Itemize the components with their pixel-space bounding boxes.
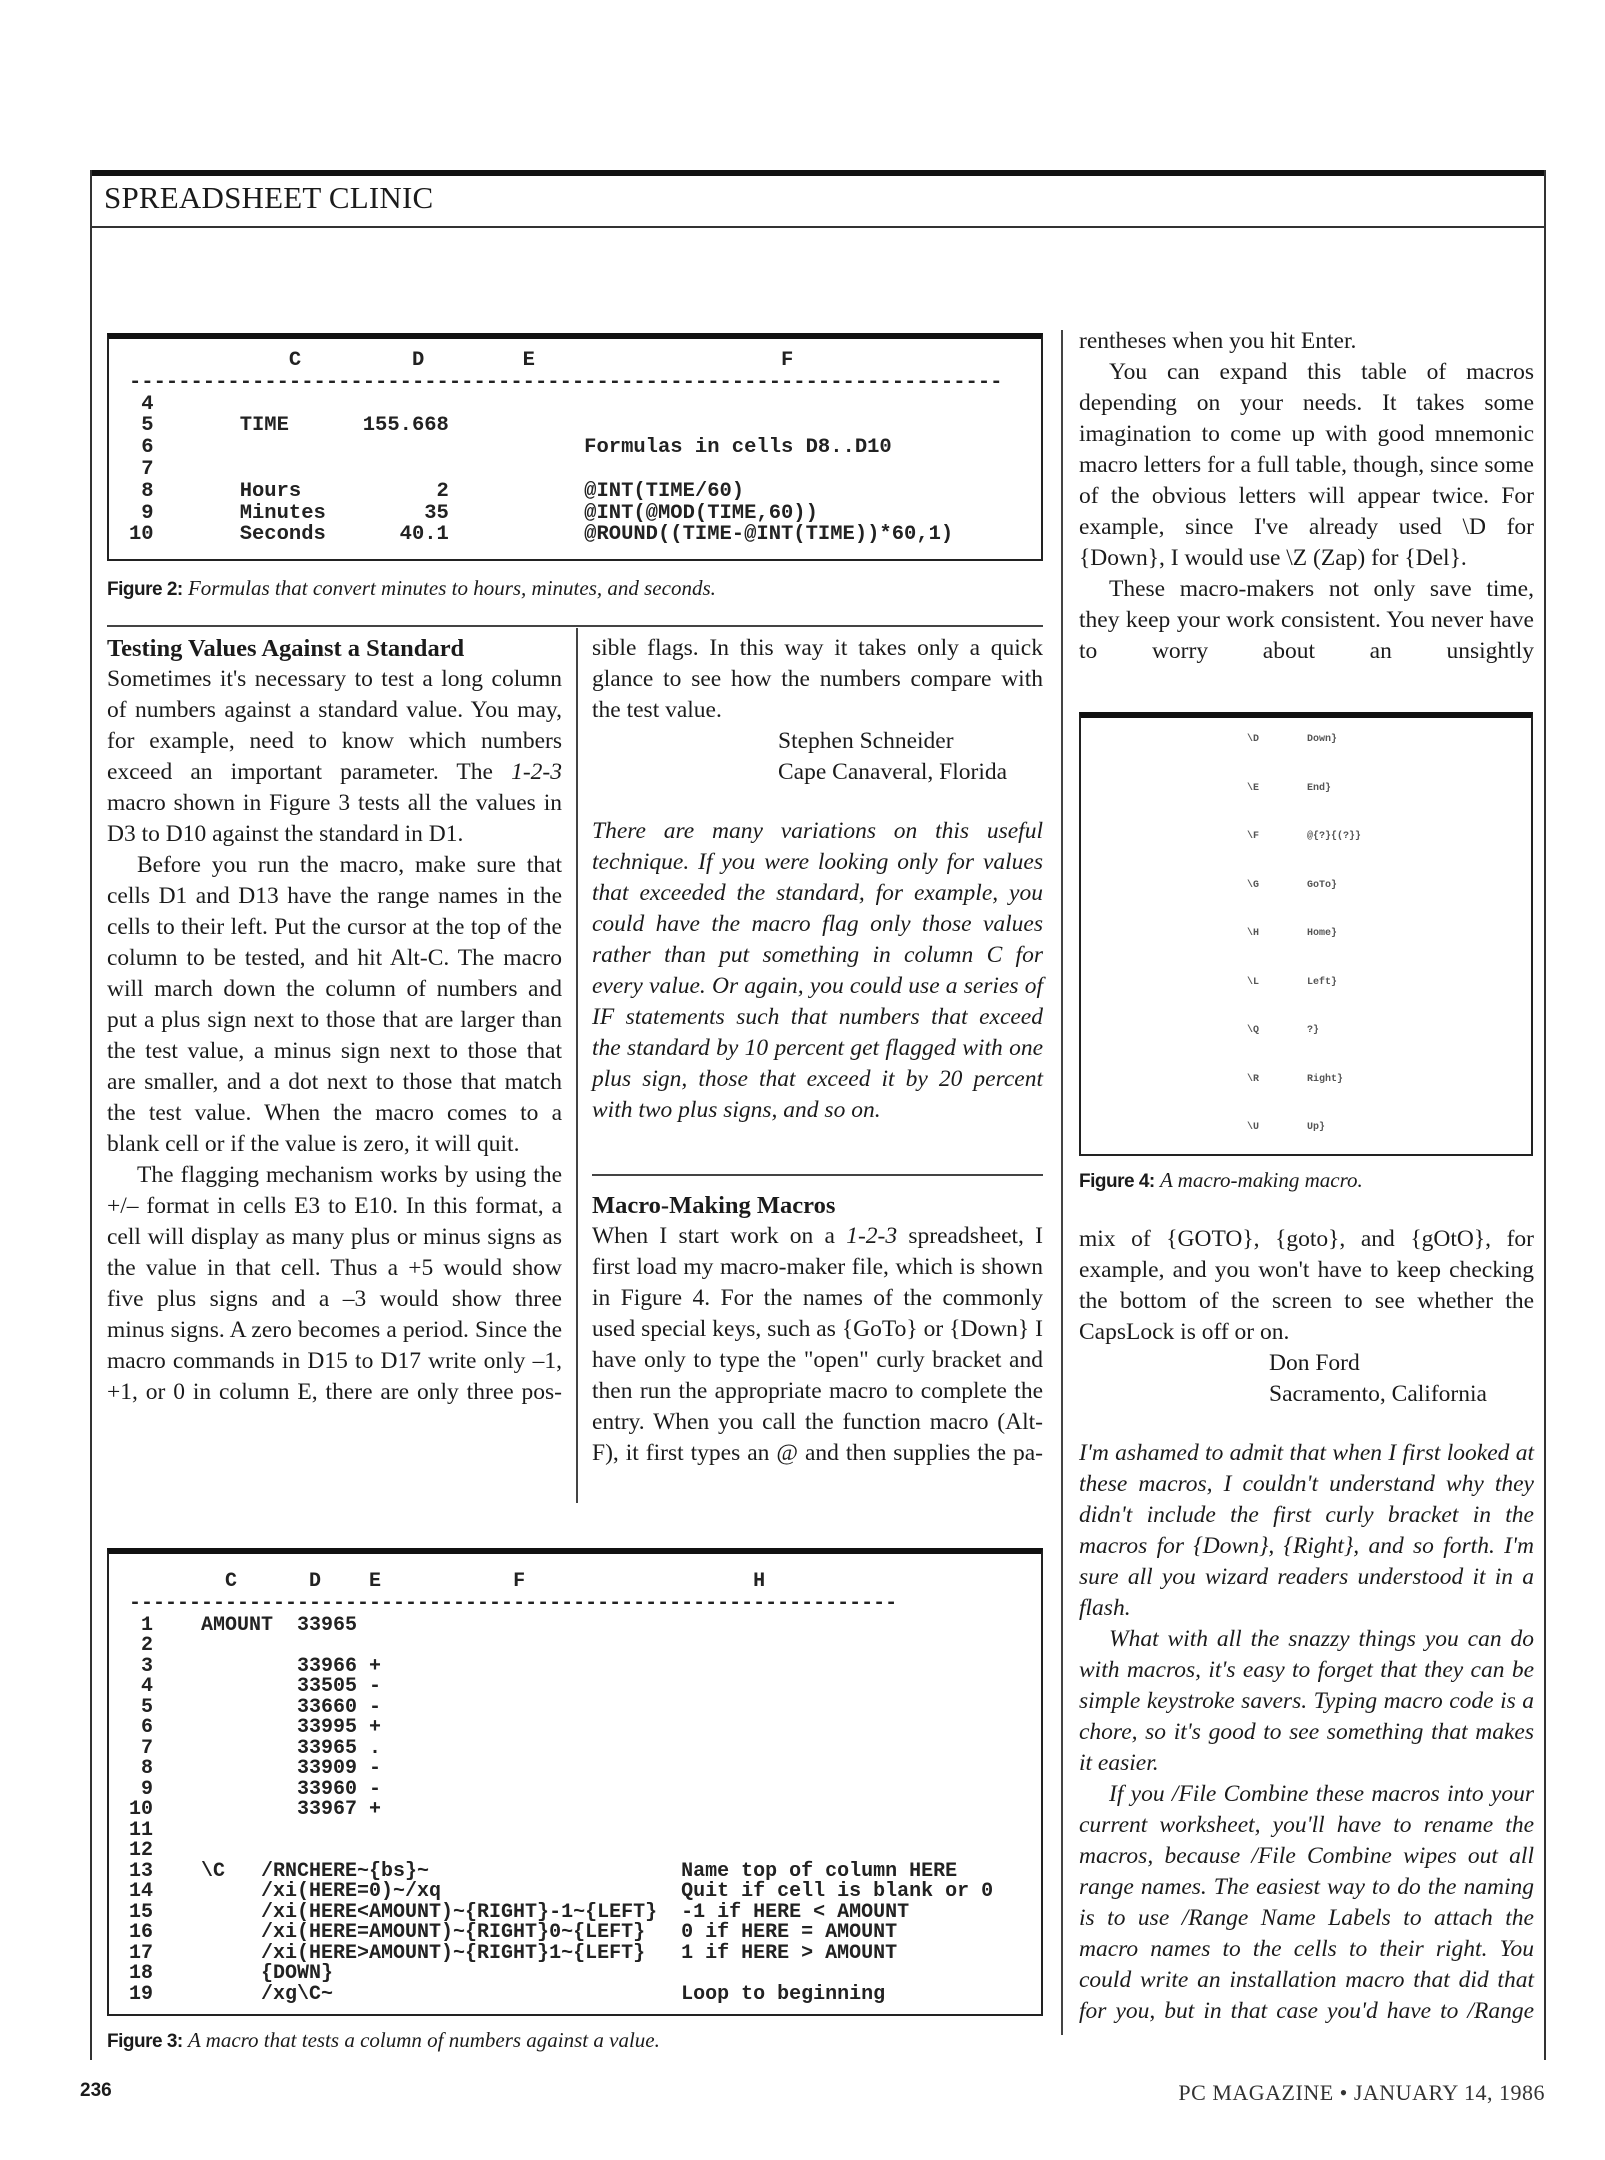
- macro-code: /xi(HERE<AMOUNT)~{RIGHT}-1~{LEFT}: [261, 1900, 658, 1924]
- row-number: 3: [141, 1654, 154, 1678]
- editor-note: If you /File Combine these macros into your current worksheet, you'll have to rename the macros, because /File Combine wipes out all range names. The easiest way to do the naming is to use /Range Name Labels to attach the macro names to the cells to their right. You could write an installation macro that did that for you, but in that case you'd have to /Range: [1079, 1781, 1534, 2024]
- row-number: 6: [141, 436, 154, 460]
- signature-name: Stephen Schneider: [778, 728, 954, 754]
- row-number: 5: [141, 414, 154, 438]
- column-1: [107, 633, 562, 1408]
- cell-d: 33965: [297, 1613, 358, 1637]
- signature-name-line: [1079, 1348, 1534, 1379]
- text-run: Sometimes it's necessary to test a long column of numbers against a standard value. You may, for example, need to know which numbers exceed an important parameter. The: [107, 666, 562, 785]
- section-heading-testing-values: Testing Values Against a Standard: [107, 635, 465, 662]
- signature-name-line: [592, 726, 1043, 757]
- macro-value: Left}: [1307, 976, 1338, 988]
- table-row: [129, 1655, 1031, 1676]
- macro-key: \H: [1247, 928, 1260, 939]
- row-number: 2: [141, 1634, 154, 1658]
- column-header-c: C: [288, 349, 302, 372]
- macro-value: Right}: [1307, 1073, 1344, 1085]
- table-row: [129, 1634, 1031, 1658]
- body-paragraph: [107, 664, 562, 850]
- table-row: [129, 1983, 1031, 2004]
- body-paragraph: [592, 1221, 1043, 1469]
- cell-e: +: [369, 1798, 382, 1822]
- table-row: [129, 480, 1031, 502]
- table-row: [129, 1675, 1031, 1699]
- cell-d: 33909: [297, 1757, 358, 1781]
- row-number: 15: [129, 1900, 154, 1924]
- figure-2-caption-text: Formulas that convert minutes to hours, minutes, and seconds.: [187, 576, 716, 600]
- macro-key: \Q: [1247, 1025, 1260, 1036]
- row-number: 18: [129, 1962, 154, 1986]
- row-number: 13: [129, 1859, 154, 1883]
- text-run: The flagging mechanism works by using the +/– format in cells E3 to E10. In this format, a cell will display as many plus or minus signs as the value in that cell. Thus a +5 would show five plus signs and a –3 would show three minus signs. A zero becomes a period. Since the macro commands in D15 to D17 write only –1, +1, or 0 in column E, there are only three pos-: [107, 1162, 562, 1405]
- table-row: [129, 1737, 1031, 1758]
- header-rule: [90, 226, 1546, 228]
- cell-e: +: [369, 1654, 382, 1678]
- cell-h-comment: 1 if HERE > AMOUNT: [681, 1941, 898, 1965]
- cell-c: Hours: [239, 479, 302, 503]
- signature-name: Don Ford: [1269, 1350, 1360, 1376]
- body-paragraph: mix of {GOTO}, {goto}, and {gOtO}, for example, and you won't have to keep checking the bottom of the screen to see whether the CapsLock is off or on.: [1079, 1226, 1534, 1345]
- body-paragraph: These macro-makers not only save time, they keep your work consistent. You never have to worry about an unsightly: [1079, 576, 1534, 664]
- row-number: 10: [129, 523, 154, 547]
- italic-term: 1-2-3: [511, 759, 562, 785]
- table-row: [129, 1942, 1031, 1963]
- header-divider: ----------------------------------------------------------------: [129, 1591, 898, 1615]
- cell-e: -: [369, 1695, 382, 1719]
- body-paragraph: sible flags. In this way it takes only a quick glance to see how the numbers compare with the test value.: [592, 635, 1043, 723]
- row-number: 6: [141, 1716, 154, 1740]
- cell-h-comment: -1 if HERE < AMOUNT: [681, 1900, 910, 1924]
- row-number: 9: [141, 1777, 154, 1801]
- cell-f: Formulas in cells D8..D10: [584, 436, 892, 460]
- frame-left-rule: [90, 170, 92, 2060]
- table-row: [129, 1901, 1031, 1922]
- cell-e: -: [369, 1757, 382, 1781]
- macro-code: /xi(HERE>AMOUNT)~{RIGHT}1~{LEFT}: [261, 1941, 646, 1965]
- row-number: 11: [129, 1818, 154, 1842]
- cell-e: -: [369, 1675, 382, 1699]
- text-run: macro shown in Figure 3 tests all the values in D3 to D10 against the standard in D1.: [107, 790, 562, 847]
- table-row: [129, 523, 1031, 545]
- cell-d: 33965: [297, 1736, 358, 1760]
- figure-3-caption-label: Figure 3:: [107, 2031, 183, 2052]
- cell-e: .: [369, 1736, 382, 1760]
- figure-4-caption-label: Figure 4:: [1079, 1171, 1155, 1192]
- figure-4-caption-text: A macro-making macro.: [1159, 1168, 1363, 1192]
- table-row: [129, 1778, 1031, 1799]
- macro-key: \L: [1247, 976, 1260, 988]
- cell-c: \C: [201, 1859, 226, 1883]
- cell-f: @INT(@MOD(TIME,60)): [584, 501, 818, 525]
- cell-c: TIME: [239, 414, 289, 438]
- row-number: 17: [129, 1941, 154, 1965]
- row-number: 9: [141, 501, 154, 525]
- cell-d: 33966: [297, 1654, 358, 1678]
- editor-note: What with all the snazzy things you can do with macros, it's easy to forget that they can be simple keystroke savers. Typing macro code is a chore, so it's good to see something that makes it easier.: [1079, 1626, 1534, 1776]
- table-row: [129, 1880, 1031, 1904]
- column-2-top: [592, 633, 1043, 1126]
- cell-d: 40.1: [399, 523, 449, 547]
- row-number: 14: [129, 1880, 154, 1904]
- signature-place-line: [1079, 1379, 1534, 1410]
- table-row: [129, 1696, 1031, 1717]
- cell-e: +: [369, 1716, 382, 1740]
- table-row: [129, 1962, 1031, 1986]
- table-row: [129, 1921, 1031, 1945]
- body-paragraph: rentheses when you hit Enter.: [1079, 328, 1357, 354]
- text-run: spreadsheet, I first load my macro-maker file, which is shown in Figure 4. For the names of the commonly used special keys, such as {GoTo} or {Down} I have only to type the "open" curly bracket and then run the appropriate macro to complete the entry. When you call the function macro (Alt-F), it first types an @ and then supplies the pa-: [592, 1223, 1043, 1466]
- column-header-e: E: [369, 1570, 382, 1593]
- cell-h-comment: Name top of column HERE: [681, 1859, 958, 1883]
- row-number: 7: [141, 1736, 154, 1760]
- column-header-d: D: [309, 1570, 322, 1593]
- column-header-f: F: [513, 1570, 526, 1593]
- macro-value: Home}: [1307, 928, 1338, 939]
- table-row: [129, 1839, 1031, 1863]
- row-number: 12: [129, 1839, 154, 1863]
- row-number: 8: [141, 479, 154, 503]
- cell-c: AMOUNT: [201, 1613, 274, 1637]
- signature-place: Cape Canaveral, Florida: [778, 759, 1008, 785]
- macro-code: /xi(HERE=0)~/xq: [261, 1880, 442, 1904]
- column-header-c: C: [225, 1570, 238, 1593]
- table-row: [129, 1819, 1031, 1840]
- macro-code: {DOWN}: [261, 1962, 334, 1986]
- cell-e: -: [369, 1777, 382, 1801]
- cell-c: Minutes: [239, 501, 326, 525]
- table-row: [129, 1798, 1031, 1822]
- text-run: When I start work on a: [592, 1223, 847, 1249]
- table-row: [129, 1614, 1031, 1635]
- column-divider-1: [576, 628, 578, 1503]
- cell-d: 33505: [297, 1675, 358, 1699]
- table-row: [129, 414, 1031, 436]
- row-number: 7: [141, 457, 154, 481]
- macro-key: \E: [1247, 782, 1260, 794]
- table-row: [129, 458, 1031, 480]
- column-3-bottom: [1079, 1224, 1534, 2027]
- cell-h-comment: Loop to beginning: [681, 1982, 886, 2006]
- figure-2-caption-label: Figure 2:: [107, 579, 183, 600]
- header-rule-thick: [90, 170, 1546, 176]
- row-number: 5: [141, 1695, 154, 1719]
- macro-value: Down}: [1307, 734, 1338, 745]
- figure-3: [107, 1548, 1043, 2016]
- macro-key: \G: [1247, 879, 1260, 891]
- column-header-e: E: [522, 349, 535, 372]
- macro-key: \D: [1247, 734, 1260, 745]
- cell-f: @INT(TIME/60): [584, 479, 745, 503]
- body-paragraph: [107, 1160, 562, 1408]
- cell-d: 33660: [297, 1695, 358, 1719]
- cell-d: 2: [436, 479, 449, 503]
- row-number: 16: [129, 1921, 154, 1945]
- figure-3-caption: [107, 2028, 660, 2053]
- page-number: 236: [80, 2080, 112, 2101]
- column-top-rule: [107, 625, 1043, 627]
- cell-c: Seconds: [239, 523, 326, 547]
- cell-d: 35: [424, 501, 449, 525]
- column-2-bottom: [592, 1190, 1043, 1469]
- figure-2-caption: [107, 576, 716, 601]
- row-number: 4: [141, 1675, 154, 1699]
- section-heading-macro-making: Macro-Making Macros: [592, 1192, 836, 1219]
- body-paragraph: [107, 850, 562, 1160]
- macro-value: @{?}{(?}}: [1307, 831, 1362, 842]
- column-header-f: F: [781, 349, 794, 372]
- editor-note: I'm ashamed to admit that when I first looked at these macros, I couldn't understand why they didn't include the first curly bracket in the macros for {Down}, {Right}, and so forth. I'm sure all you wizard readers understood it in a flash.: [1079, 1440, 1534, 1621]
- figure-2: [107, 333, 1043, 561]
- macro-key: \R: [1247, 1073, 1260, 1085]
- macro-code: /xg\C~: [261, 1982, 334, 2006]
- publication-line: PC MAGAZINE • JANUARY 14, 1986: [1178, 2080, 1545, 2105]
- header-divider: -----------------------------------------------------------------------: [129, 370, 1003, 394]
- figure-4: [1079, 712, 1533, 1156]
- signature-place: Sacramento, California: [1269, 1381, 1487, 1407]
- column-header-d: D: [411, 349, 425, 372]
- macro-value: End}: [1307, 782, 1332, 794]
- table-row: [129, 393, 1031, 415]
- table-row: [129, 1860, 1031, 1881]
- macro-code: /RNCHERE~{bs}~: [261, 1859, 430, 1883]
- cell-d: 33995: [297, 1716, 358, 1740]
- figure-3-caption-text: A macro that tests a column of numbers against a value.: [187, 2028, 660, 2052]
- row-number: 8: [141, 1757, 154, 1781]
- column-header-h: H: [753, 1570, 766, 1593]
- column-divider-2: [1061, 330, 1063, 2035]
- row-number: 19: [129, 1982, 154, 2006]
- text-run: Before you run the macro, make sure that cells D1 and D13 have the range names in the cells to their left. Put the cursor at the top of the column to be tested, and hit Alt-C. The macro will march down the column of numbers and put a plus sign next to those that are larger than the test value, a minus sign next to those that are smaller, and a dot next to those that match the test value. When the macro comes to a blank cell or if the value is zero, it will quit.: [107, 852, 562, 1157]
- table-row: [129, 1757, 1031, 1781]
- column-header-row: [129, 1570, 1031, 1592]
- figure-4-caption: [1079, 1168, 1363, 1193]
- table-row: [129, 1716, 1031, 1740]
- cell-d: 155.668: [362, 414, 449, 438]
- cell-f: @ROUND((TIME-@INT(TIME))*60,1): [584, 523, 954, 547]
- cell-h-comment: Quit if cell is blank or 0: [681, 1880, 994, 1904]
- row-number: 10: [129, 1798, 154, 1822]
- macro-value: GoTo}: [1307, 879, 1338, 891]
- table-row: [129, 502, 1031, 524]
- macro-value: ?}: [1307, 1025, 1320, 1036]
- cell-d: 33960: [297, 1777, 358, 1801]
- editor-note: There are many variations on this useful technique. If you were looking only for values that exceeded the standard, for example, you could have the macro flag only those values rather than put something in column C for every value. Or again, you could use a series of IF statements such that numbers that exceed the standard by 10 percent get flagged with one plus sign, those that exceed it by 20 percent with two plus signs, and so on.: [592, 818, 1043, 1123]
- macro-code: /xi(HERE=AMOUNT)~{RIGHT}0~{LEFT}: [261, 1921, 646, 1945]
- table-row: [129, 436, 1031, 458]
- column-3-top: [1079, 326, 1534, 667]
- section-title: SPREADSHEET CLINIC: [104, 180, 434, 215]
- macro-value: Up}: [1307, 1122, 1326, 1133]
- column-header-row: [129, 349, 1031, 371]
- macro-key: \F: [1247, 831, 1260, 842]
- row-number: 1: [141, 1613, 154, 1637]
- cell-h-comment: 0 if HERE = AMOUNT: [681, 1921, 898, 1945]
- column-2-section-rule: [592, 1174, 1043, 1176]
- macro-key: \U: [1247, 1122, 1260, 1133]
- row-number: 4: [141, 392, 154, 416]
- cell-d: 33967: [297, 1798, 358, 1822]
- frame-right-rule: [1544, 170, 1546, 2060]
- body-paragraph: You can expand this table of macros depending on your needs. It takes some imagination to come up with good mnemonic macro letters for a full table, though, since some of the obvious letters will appear twice. For example, since I've already used \D for {Down}, I would use \Z (Zap) for {Del}.: [1079, 359, 1534, 571]
- italic-term: 1-2-3: [846, 1223, 898, 1249]
- signature-place-line: [592, 757, 1043, 788]
